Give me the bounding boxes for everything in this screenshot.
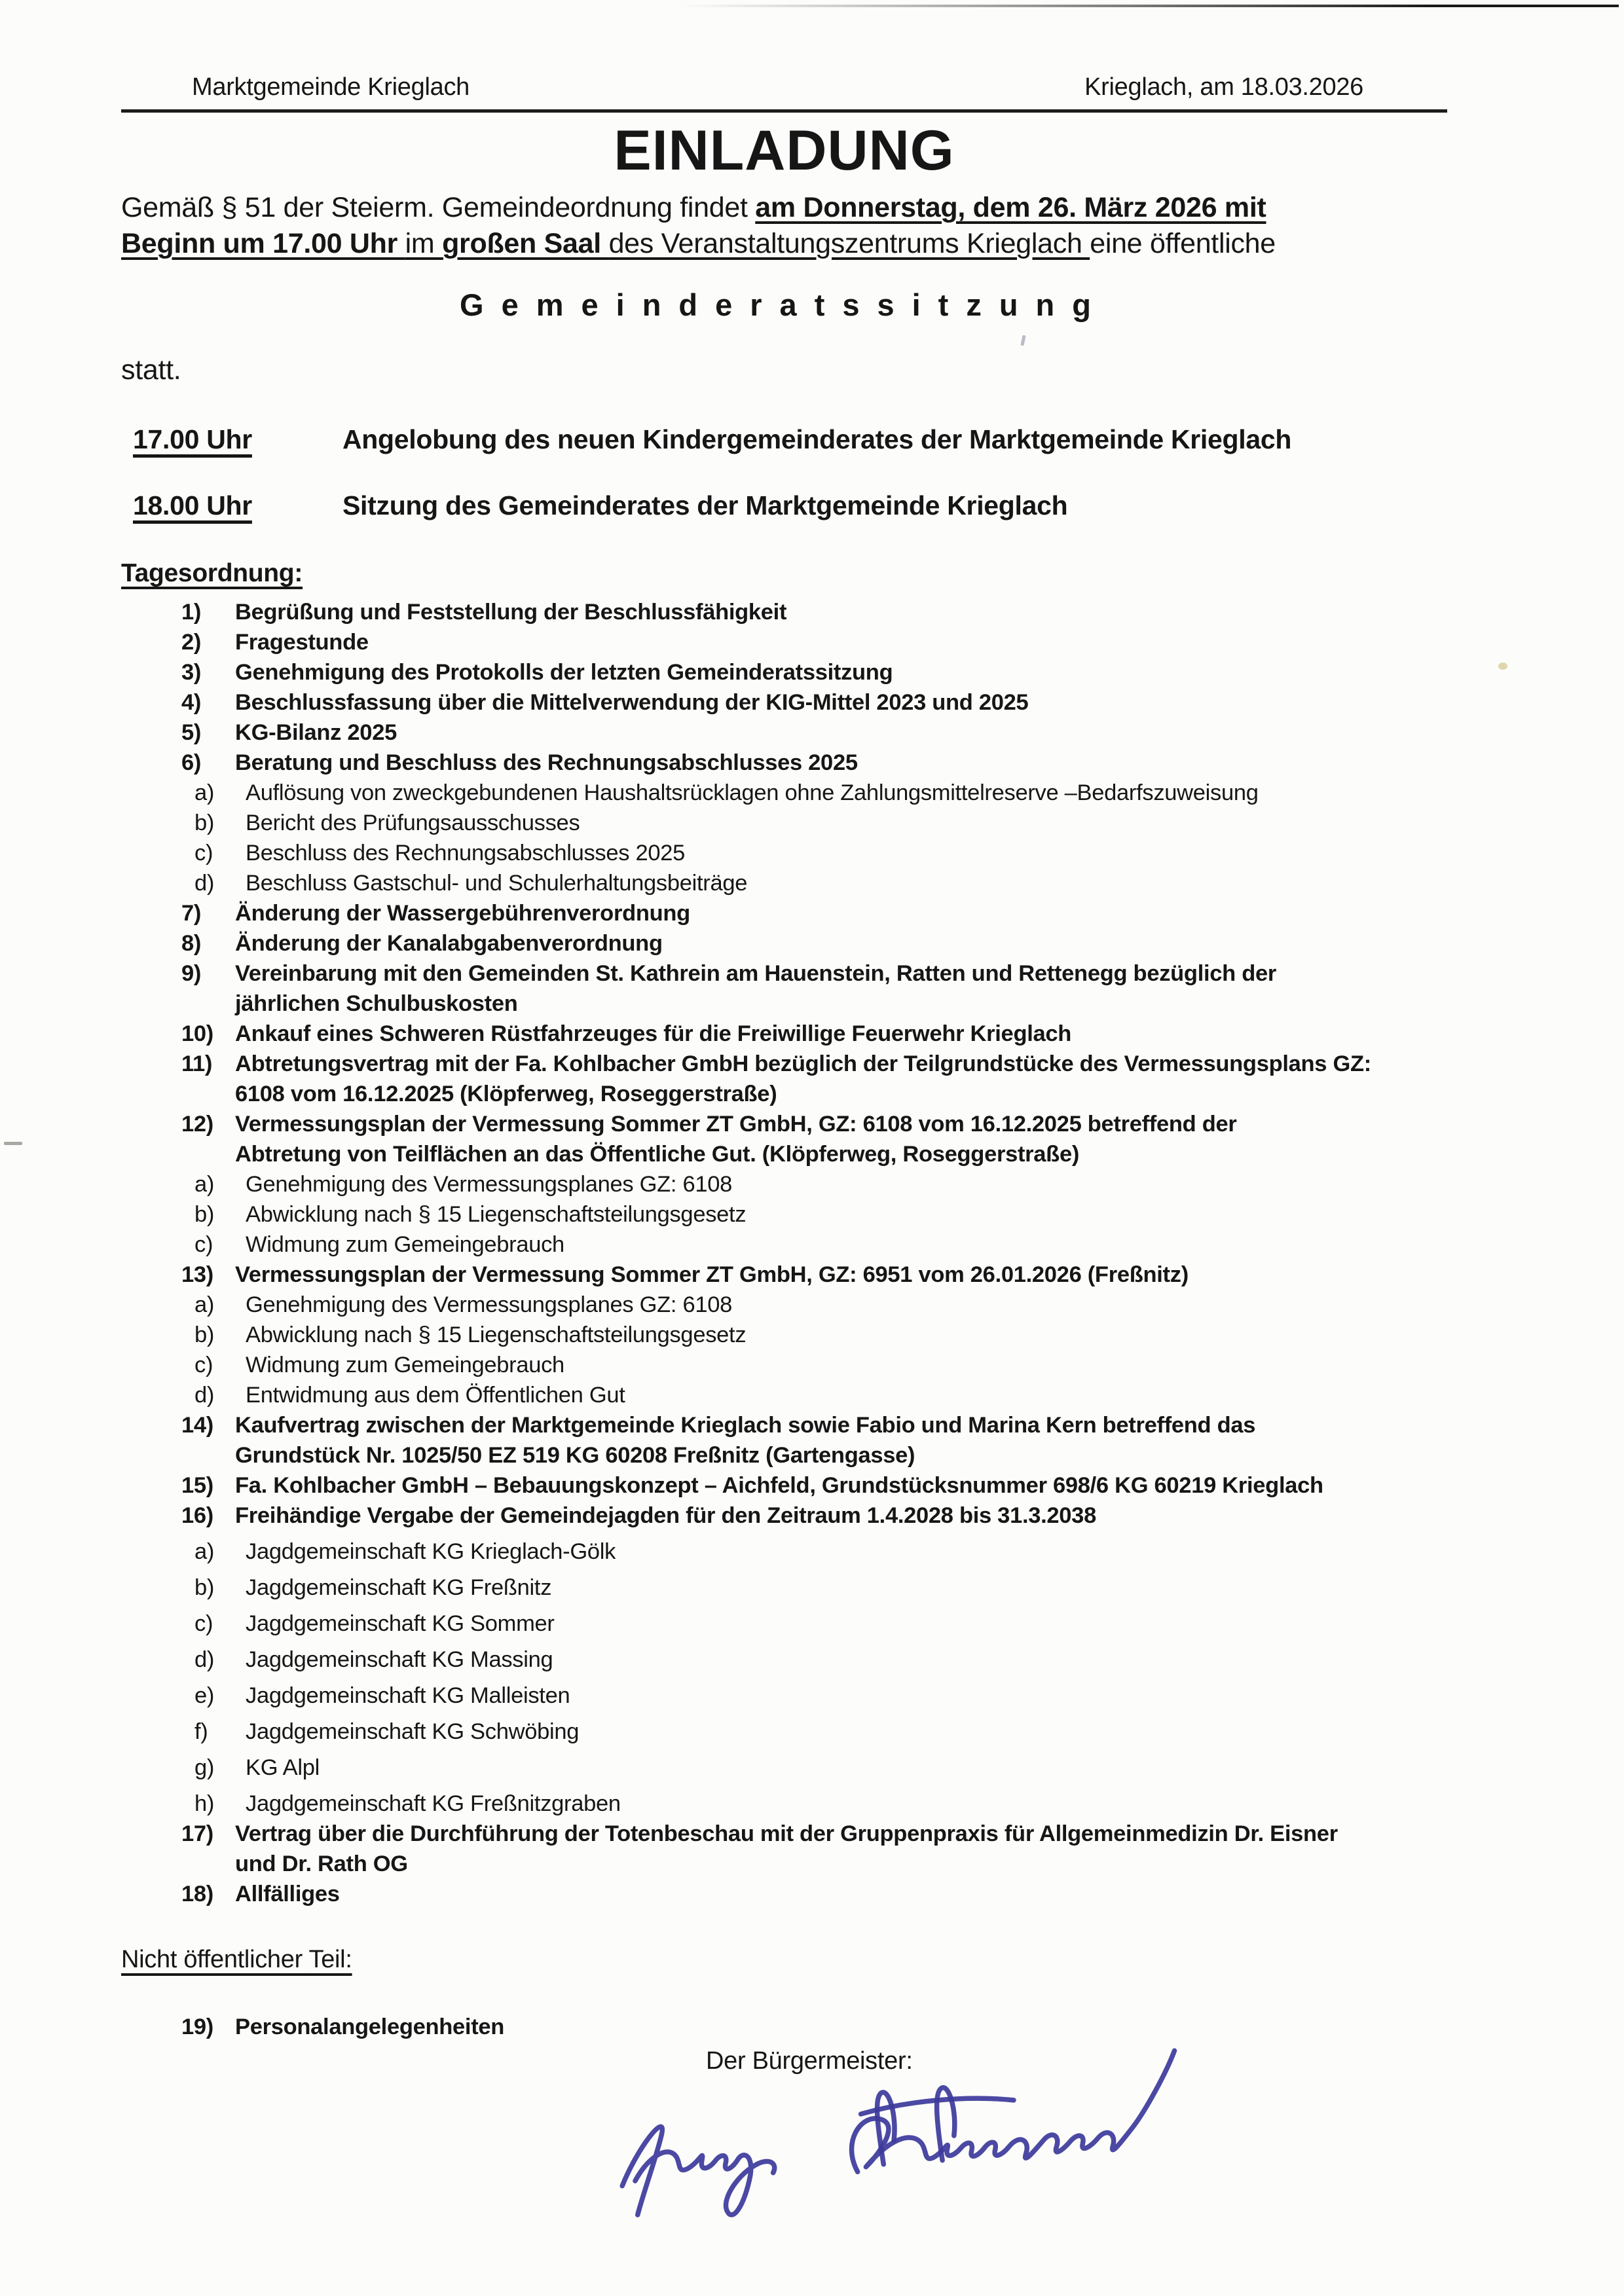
agenda-heading: Tagesordnung: xyxy=(121,559,303,587)
agenda-item-text: KG Alpl xyxy=(246,1755,320,1780)
place-and-date: Krieglach, am 18.03.2026 xyxy=(1084,73,1363,101)
agenda-item-text: Jagdgemeinschaft KG Malleisten xyxy=(246,1683,570,1708)
scan-artifact-dash xyxy=(4,1142,22,1145)
agenda-item-marker: 19) xyxy=(181,2014,213,2039)
agenda-item xyxy=(181,898,1447,928)
agenda-item-marker: 3) xyxy=(181,660,202,685)
agenda-item-text: Kaufvertrag zwischen der Marktgemeinde Krieglach sowie Fabio und Marina Kern betreffend das xyxy=(235,1413,1256,1438)
agenda-item xyxy=(181,748,1447,778)
intro-text-segment: Gemäß § 51 der Steierm. Gemeindeordnung findet xyxy=(121,192,756,223)
agenda-item-text: Freihändige Vergabe der Gemeindejagden für den Zeitraum 1.4.2028 bis 31.3.2038 xyxy=(235,1503,1096,1528)
agenda-item-text: Vermessungsplan der Vermessung Sommer ZT GmbH, GZ: 6951 vom 26.01.2026 (Freßnitz) xyxy=(235,1262,1189,1287)
agenda-item xyxy=(181,597,1447,627)
agenda-item-marker: 9) xyxy=(181,961,202,986)
agenda-item-marker: 15) xyxy=(181,1473,213,1498)
agenda-item-text: Fragestunde xyxy=(235,630,369,655)
agenda-item xyxy=(181,1819,1447,1879)
agenda-item-marker: 13) xyxy=(181,1262,213,1287)
agenda-item-marker: 8) xyxy=(181,931,202,956)
scan-artifact-speck xyxy=(1498,663,1507,670)
agenda-item-marker: 11) xyxy=(181,1051,213,1076)
agenda-item-marker: 17) xyxy=(181,1821,213,1846)
agenda-item xyxy=(181,1049,1447,1109)
agenda-item xyxy=(194,1681,1447,1711)
schedule-time: 18.00 Uhr xyxy=(133,490,252,520)
statt-text: statt. xyxy=(121,354,181,386)
agenda-item xyxy=(194,808,1447,838)
agenda-item-marker: d) xyxy=(194,1383,215,1408)
agenda-item xyxy=(194,1380,1447,1410)
agenda-item-marker: e) xyxy=(194,1683,215,1708)
agenda-item xyxy=(194,1645,1447,1675)
agenda-item xyxy=(194,1609,1447,1639)
agenda-item xyxy=(181,1019,1447,1049)
agenda-item-marker: c) xyxy=(194,841,213,866)
agenda-item-text: Änderung der Kanalabgabenverordnung xyxy=(235,931,663,956)
agenda-item-marker: a) xyxy=(194,1172,215,1197)
agenda-item xyxy=(194,1290,1447,1320)
agenda-item-text: Beschluss des Rechnungsabschlusses 2025 xyxy=(246,841,686,866)
agenda-item-text: Allfälliges xyxy=(235,1882,340,1906)
agenda-item-marker: 1) xyxy=(181,600,202,625)
intro-line xyxy=(121,190,1447,226)
agenda-item-marker: c) xyxy=(194,1353,213,1377)
agenda-item-text: Fa. Kohlbacher GmbH – Bebauungskonzept – Aichfeld, Grundstücksnummer 698/6 KG 60219 Krieglach xyxy=(235,1473,1323,1498)
agenda-item xyxy=(181,1109,1447,1169)
agenda-item xyxy=(181,1501,1447,1531)
schedule-description: Angelobung des neuen Kindergemeinderates der Marktgemeinde Krieglach xyxy=(342,424,1292,454)
agenda-item xyxy=(194,1537,1447,1567)
agenda-item-marker: 18) xyxy=(181,1882,213,1906)
agenda-item-marker: g) xyxy=(194,1755,215,1780)
agenda-item-text: Genehmigung des Vermessungsplanes GZ: 6108 xyxy=(246,1172,733,1197)
agenda-item-text: Jagdgemeinschaft KG Massing xyxy=(246,1647,553,1672)
mayor-label: Der Bürgermeister: xyxy=(706,2047,913,2075)
agenda-item-text: Personalangelegenheiten xyxy=(235,2014,505,2039)
agenda-item-marker: d) xyxy=(194,871,215,896)
agenda-item xyxy=(181,928,1447,958)
agenda-item xyxy=(181,657,1447,687)
agenda-item-marker: c) xyxy=(194,1232,213,1257)
agenda-item-marker: f) xyxy=(194,1719,208,1744)
agenda-item-text: Beschlussfassung über die Mittelverwendung der KIG-Mittel 2023 und 2025 xyxy=(235,690,1029,715)
agenda-item xyxy=(194,1717,1447,1747)
intro-text-segment: des Veranstaltungszentrums Krieglach xyxy=(608,228,1090,259)
agenda-item-text: Genehmigung des Vermessungsplanes GZ: 6108 xyxy=(246,1292,733,1317)
agenda-item xyxy=(181,1470,1447,1501)
document-header xyxy=(121,73,1447,113)
agenda-item-text: Jagdgemeinschaft KG Freßnitz xyxy=(246,1575,552,1600)
agenda-item-marker: 14) xyxy=(181,1413,213,1438)
agenda-item-text: Abwicklung nach § 15 Liegenschaftsteilungsgesetz xyxy=(246,1322,747,1347)
agenda-item-marker: c) xyxy=(194,1611,213,1636)
agenda-item-text: Auflösung von zweckgebundenen Haushaltsrücklagen ohne Zahlungsmittelreserve –Bedarfszuweisung xyxy=(246,780,1259,805)
agenda-item-marker: 10) xyxy=(181,1021,213,1046)
agenda-item xyxy=(194,838,1447,868)
agenda-item-marker: 2) xyxy=(181,630,202,655)
agenda-item-marker: b) xyxy=(194,1575,215,1600)
non-public-heading: Nicht öffentlicher Teil: xyxy=(121,1946,352,1973)
session-title: Gemeinderatssitzung xyxy=(460,287,1109,322)
intro-text-segment: im xyxy=(405,228,443,259)
agenda-item xyxy=(181,1410,1447,1470)
agenda-item xyxy=(194,1573,1447,1603)
agenda-item xyxy=(194,1753,1447,1783)
agenda-item-text: Begrüßung und Feststellung der Beschlussfähigkeit xyxy=(235,600,787,625)
document-title: EINLADUNG xyxy=(614,119,955,182)
agenda-item xyxy=(194,868,1447,898)
agenda-item xyxy=(194,778,1447,808)
agenda-item-text: 6108 vom 16.12.2025 (Klöpferweg, Roseggerstraße) xyxy=(235,1082,777,1106)
agenda-item-text: Bericht des Prüfungsausschusses xyxy=(246,811,580,835)
agenda-item-text: jährlichen Schulbuskosten xyxy=(235,991,518,1016)
agenda-item-text: Vertrag über die Durchführung der Totenbeschau mit der Gruppenpraxis für Allgemeinmedizin Dr. Eisner xyxy=(235,1821,1338,1846)
agenda-item xyxy=(181,687,1447,718)
agenda-item xyxy=(194,1169,1447,1199)
intro-text-segment: am Donnerstag, dem 26. März 2026 mit xyxy=(755,192,1266,223)
intro-text-segment: großen Saal xyxy=(442,228,609,259)
agenda-item-text: Genehmigung des Protokolls der letzten Gemeinderatssitzung xyxy=(235,660,893,685)
schedule-description: Sitzung des Gemeinderates der Marktgemeinde Krieglach xyxy=(342,490,1068,520)
agenda-item-text: Widmung zum Gemeingebrauch xyxy=(246,1353,564,1377)
agenda-item-text: Widmung zum Gemeingebrauch xyxy=(246,1232,564,1257)
intro-line xyxy=(121,226,1447,262)
municipality-name: Marktgemeinde Krieglach xyxy=(192,73,470,101)
agenda-item-text: Beratung und Beschluss des Rechnungsabschlusses 2025 xyxy=(235,750,858,775)
agenda-item-marker: b) xyxy=(194,1322,215,1347)
agenda-item xyxy=(181,958,1447,1019)
agenda-item-marker: a) xyxy=(194,780,215,805)
scan-artifact-line xyxy=(681,5,1619,7)
agenda-item xyxy=(194,1320,1447,1350)
agenda-item xyxy=(194,1350,1447,1380)
agenda-item xyxy=(194,1199,1447,1230)
intro-text-segment: Beginn um 17.00 Uhr xyxy=(121,228,405,259)
agenda-item-text: Abwicklung nach § 15 Liegenschaftsteilungsgesetz xyxy=(246,1202,747,1227)
agenda-item xyxy=(194,1789,1447,1819)
agenda-item-text: Jagdgemeinschaft KG Sommer xyxy=(246,1611,555,1636)
agenda-item-marker: d) xyxy=(194,1647,215,1672)
agenda-item-text: Jagdgemeinschaft KG Krieglach-Gölk xyxy=(246,1539,616,1564)
agenda-list xyxy=(121,597,1447,1909)
agenda-item-marker: 6) xyxy=(181,750,202,775)
agenda-item-text: Änderung der Wassergebührenverordnung xyxy=(235,901,690,926)
intro-text-segment: eine öffentliche xyxy=(1090,228,1276,259)
agenda-item xyxy=(194,1230,1447,1260)
agenda-item-text: Jagdgemeinschaft KG Schwöbing xyxy=(246,1719,580,1744)
agenda-item-marker: b) xyxy=(194,1202,215,1227)
agenda-item-marker: 4) xyxy=(181,690,202,715)
agenda-item-text: Beschluss Gastschul- und Schulerhaltungsbeiträge xyxy=(246,871,748,896)
intro-paragraph xyxy=(121,190,1447,262)
agenda-item-marker: 12) xyxy=(181,1112,213,1137)
agenda-item-text: Grundstück Nr. 1025/50 EZ 519 KG 60208 Freßnitz (Gartengasse) xyxy=(235,1443,915,1468)
agenda-item-marker: 16) xyxy=(181,1503,213,1528)
agenda-item-marker: b) xyxy=(194,811,215,835)
agenda-item-text: Entwidmung aus dem Öffentlichen Gut xyxy=(246,1383,625,1408)
agenda-item-text: Vermessungsplan der Vermessung Sommer ZT GmbH, GZ: 6108 vom 16.12.2025 betreffend der xyxy=(235,1112,1237,1137)
agenda-item-marker: a) xyxy=(194,1539,215,1564)
agenda-item xyxy=(181,627,1447,657)
mayor-signature xyxy=(572,2030,1266,2250)
agenda-item-text: Ankauf eines Schweren Rüstfahrzeuges für die Freiwillige Feuerwehr Krieglach xyxy=(235,1021,1072,1046)
agenda-item-marker: h) xyxy=(194,1791,215,1816)
agenda-item-marker: 7) xyxy=(181,901,202,926)
agenda-item-text: Vereinbarung mit den Gemeinden St. Kathrein am Hauenstein, Ratten und Rettenegg bezüglich der xyxy=(235,961,1277,986)
agenda-item-text: und Dr. Rath OG xyxy=(235,1851,408,1876)
agenda-item xyxy=(181,1879,1447,1909)
schedule-row xyxy=(133,424,1447,455)
agenda-item-text: KG-Bilanz 2025 xyxy=(235,720,397,745)
schedule-time: 17.00 Uhr xyxy=(133,424,252,454)
agenda-item-marker: a) xyxy=(194,1292,215,1317)
agenda-item-text: Jagdgemeinschaft KG Freßnitzgraben xyxy=(246,1791,621,1816)
agenda-item xyxy=(181,1260,1447,1290)
agenda-item-marker: 5) xyxy=(181,720,202,745)
agenda-item-text: Abtretung von Teilflächen an das Öffentliche Gut. (Klöpferweg, Roseggerstraße) xyxy=(235,1142,1080,1167)
agenda-item-text: Abtretungsvertrag mit der Fa. Kohlbacher GmbH bezüglich der Teilgrundstücke des Vermessungsplans GZ: xyxy=(235,1051,1371,1076)
schedule xyxy=(121,424,1447,521)
schedule-row xyxy=(133,490,1447,521)
agenda-item xyxy=(181,718,1447,748)
